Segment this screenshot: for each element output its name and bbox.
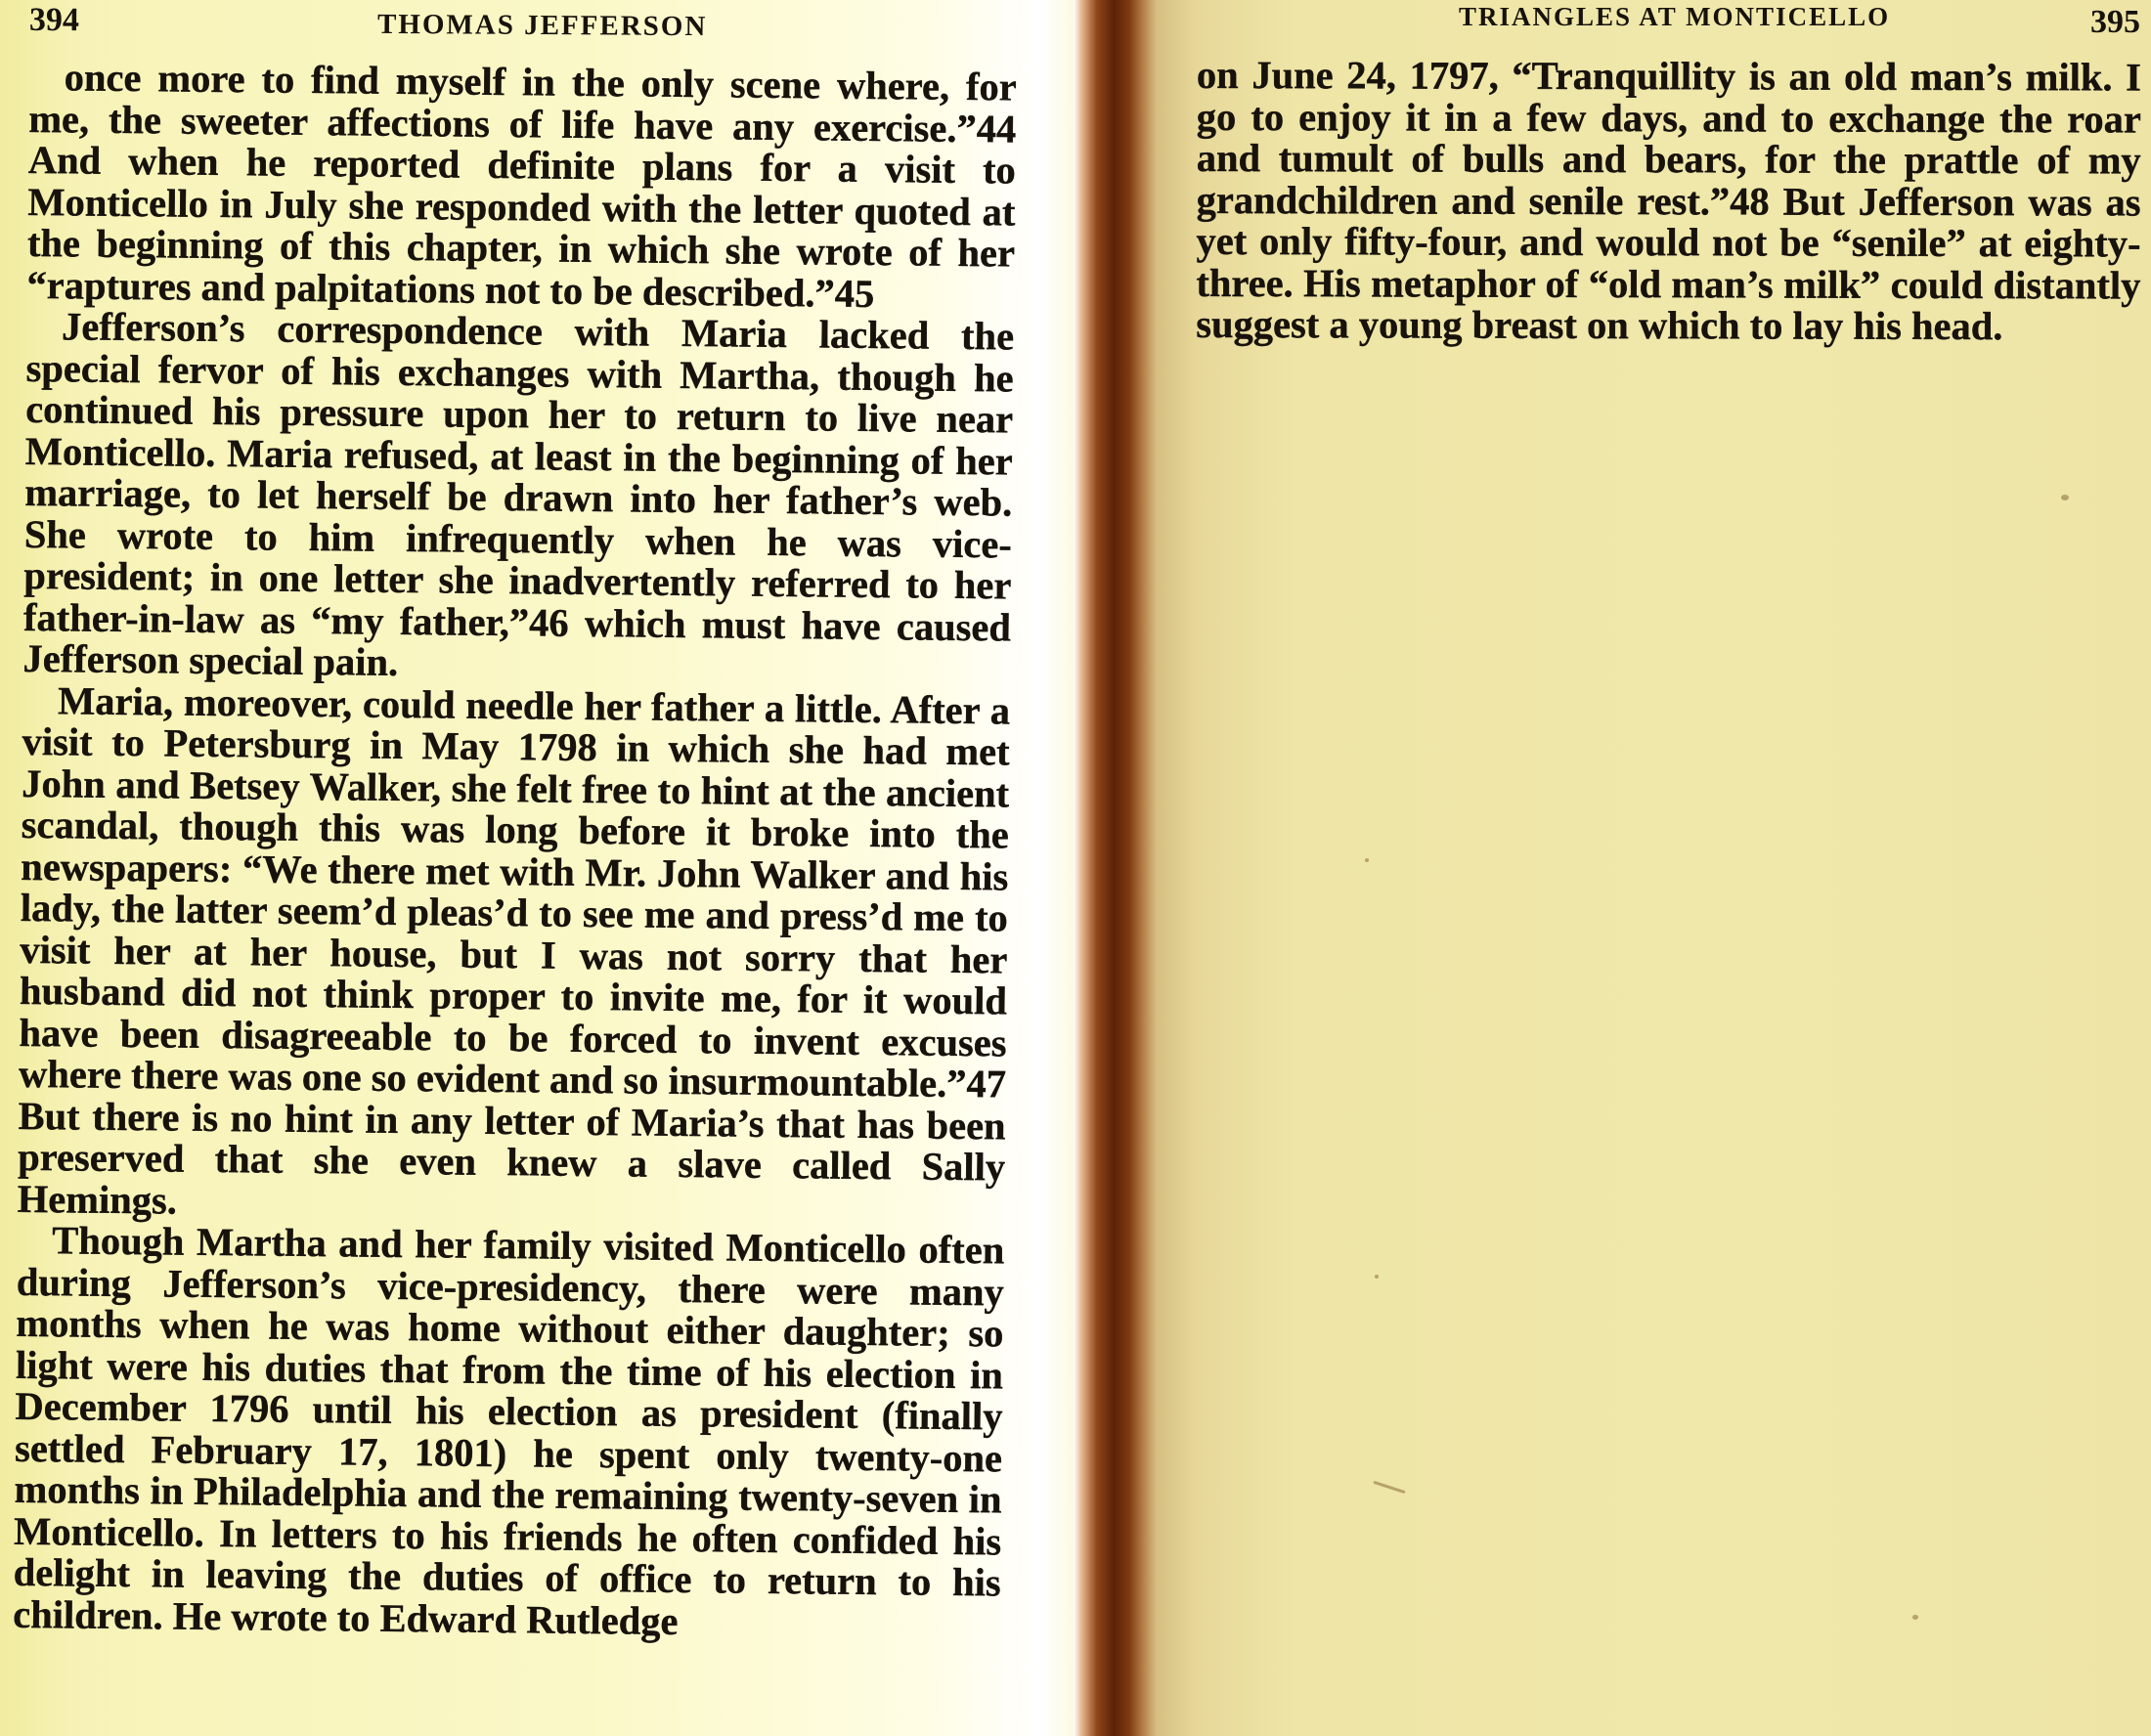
left-paragraph-1: once more to find myself in the only scene where, for me, the sweeter affections of life have any exercise.”44 And when he reported definite plans for a visit to Monticello in July she responded with the letter quoted at the beginning of this chapter, in which she wrote of her “raptures and palpitations not to be described.”45 [26,55,1017,316]
left-page-number: 394 [28,1,80,39]
left-paragraph-2: Jefferson’s correspondence with Maria lacked the special fervor of his exchanges with Martha, though he continued his pressure upon her to return to live near Monticello. Maria refused, at least in the beginning of her marriage, to let herself be drawn into her father’s web. She wrote to him infrequently when he was vice-president; in one letter she inadvertently referred to her father-in-law as “my father,”46 which must have caused Jefferson special pain. [22,304,1015,684]
right-page-number: 395 [2090,4,2140,40]
paper-speck [1373,1481,1405,1494]
paper-speck [1365,858,1369,862]
right-page-body [1196,55,2141,348]
right-paragraph-1: on June 24, 1797, “Tranquillity is an old man’s milk. I go to enjoy it in a few days, and to exchange the roar and tumult of bulls and bears, for the prattle of my grandchildren and senile rest.”48 But Jefferson was as yet only fifty-four, and would not be “senile” at eighty-three. His metaphor of “old man’s milk” could distantly suggest a young breast on which to lay his head. [1196,53,2142,349]
left-page [0,0,1074,1736]
paper-speck [1912,1615,1918,1620]
left-paragraph-4: Though Martha and her family visited Monticello often during Jefferson’s vice-presidency, there were many months when he was home without either daughter; so light were his duties that from the time of his election in December 1796 until his election as president (finally settled February 17, 1801) he spent only twenty-one months in Philadelphia and the remaining twenty-seven in Monticello. In letters to his friends he often confided his delight in leaving the duties of office to return to his children. He wrote to Edward Rutledge [13,1218,1005,1643]
book-gutter [1074,0,1158,1736]
left-paragraph-3: Maria, moreover, could needle her father a little. After a visit to Petersburg in May 1798 in which she had met John and Betsey Walker, she felt free to hint at the ancient scandal, though this was long before it broke into the newspapers: “We there met with Mr. John Walker and his lady, the latter seem’d pleas’d to see me and press’d me to visit her at her house, but I was not sorry that her husband did not think proper to invite me, for it would have been disagreeable to be forced to invent excuses where there was one so evident and so insurmountable.”47 But there is no hint in any letter of Maria’s that has been preserved that she even knew a slave called Sally Hemings. [17,677,1011,1223]
left-running-head: THOMAS JEFFERSON [376,8,708,43]
right-running-head: TRIANGLES AT MONTICELLO [1459,2,1891,31]
paper-speck [1375,1275,1379,1279]
left-page-body [13,57,1017,1645]
paper-speck [2061,495,2069,500]
